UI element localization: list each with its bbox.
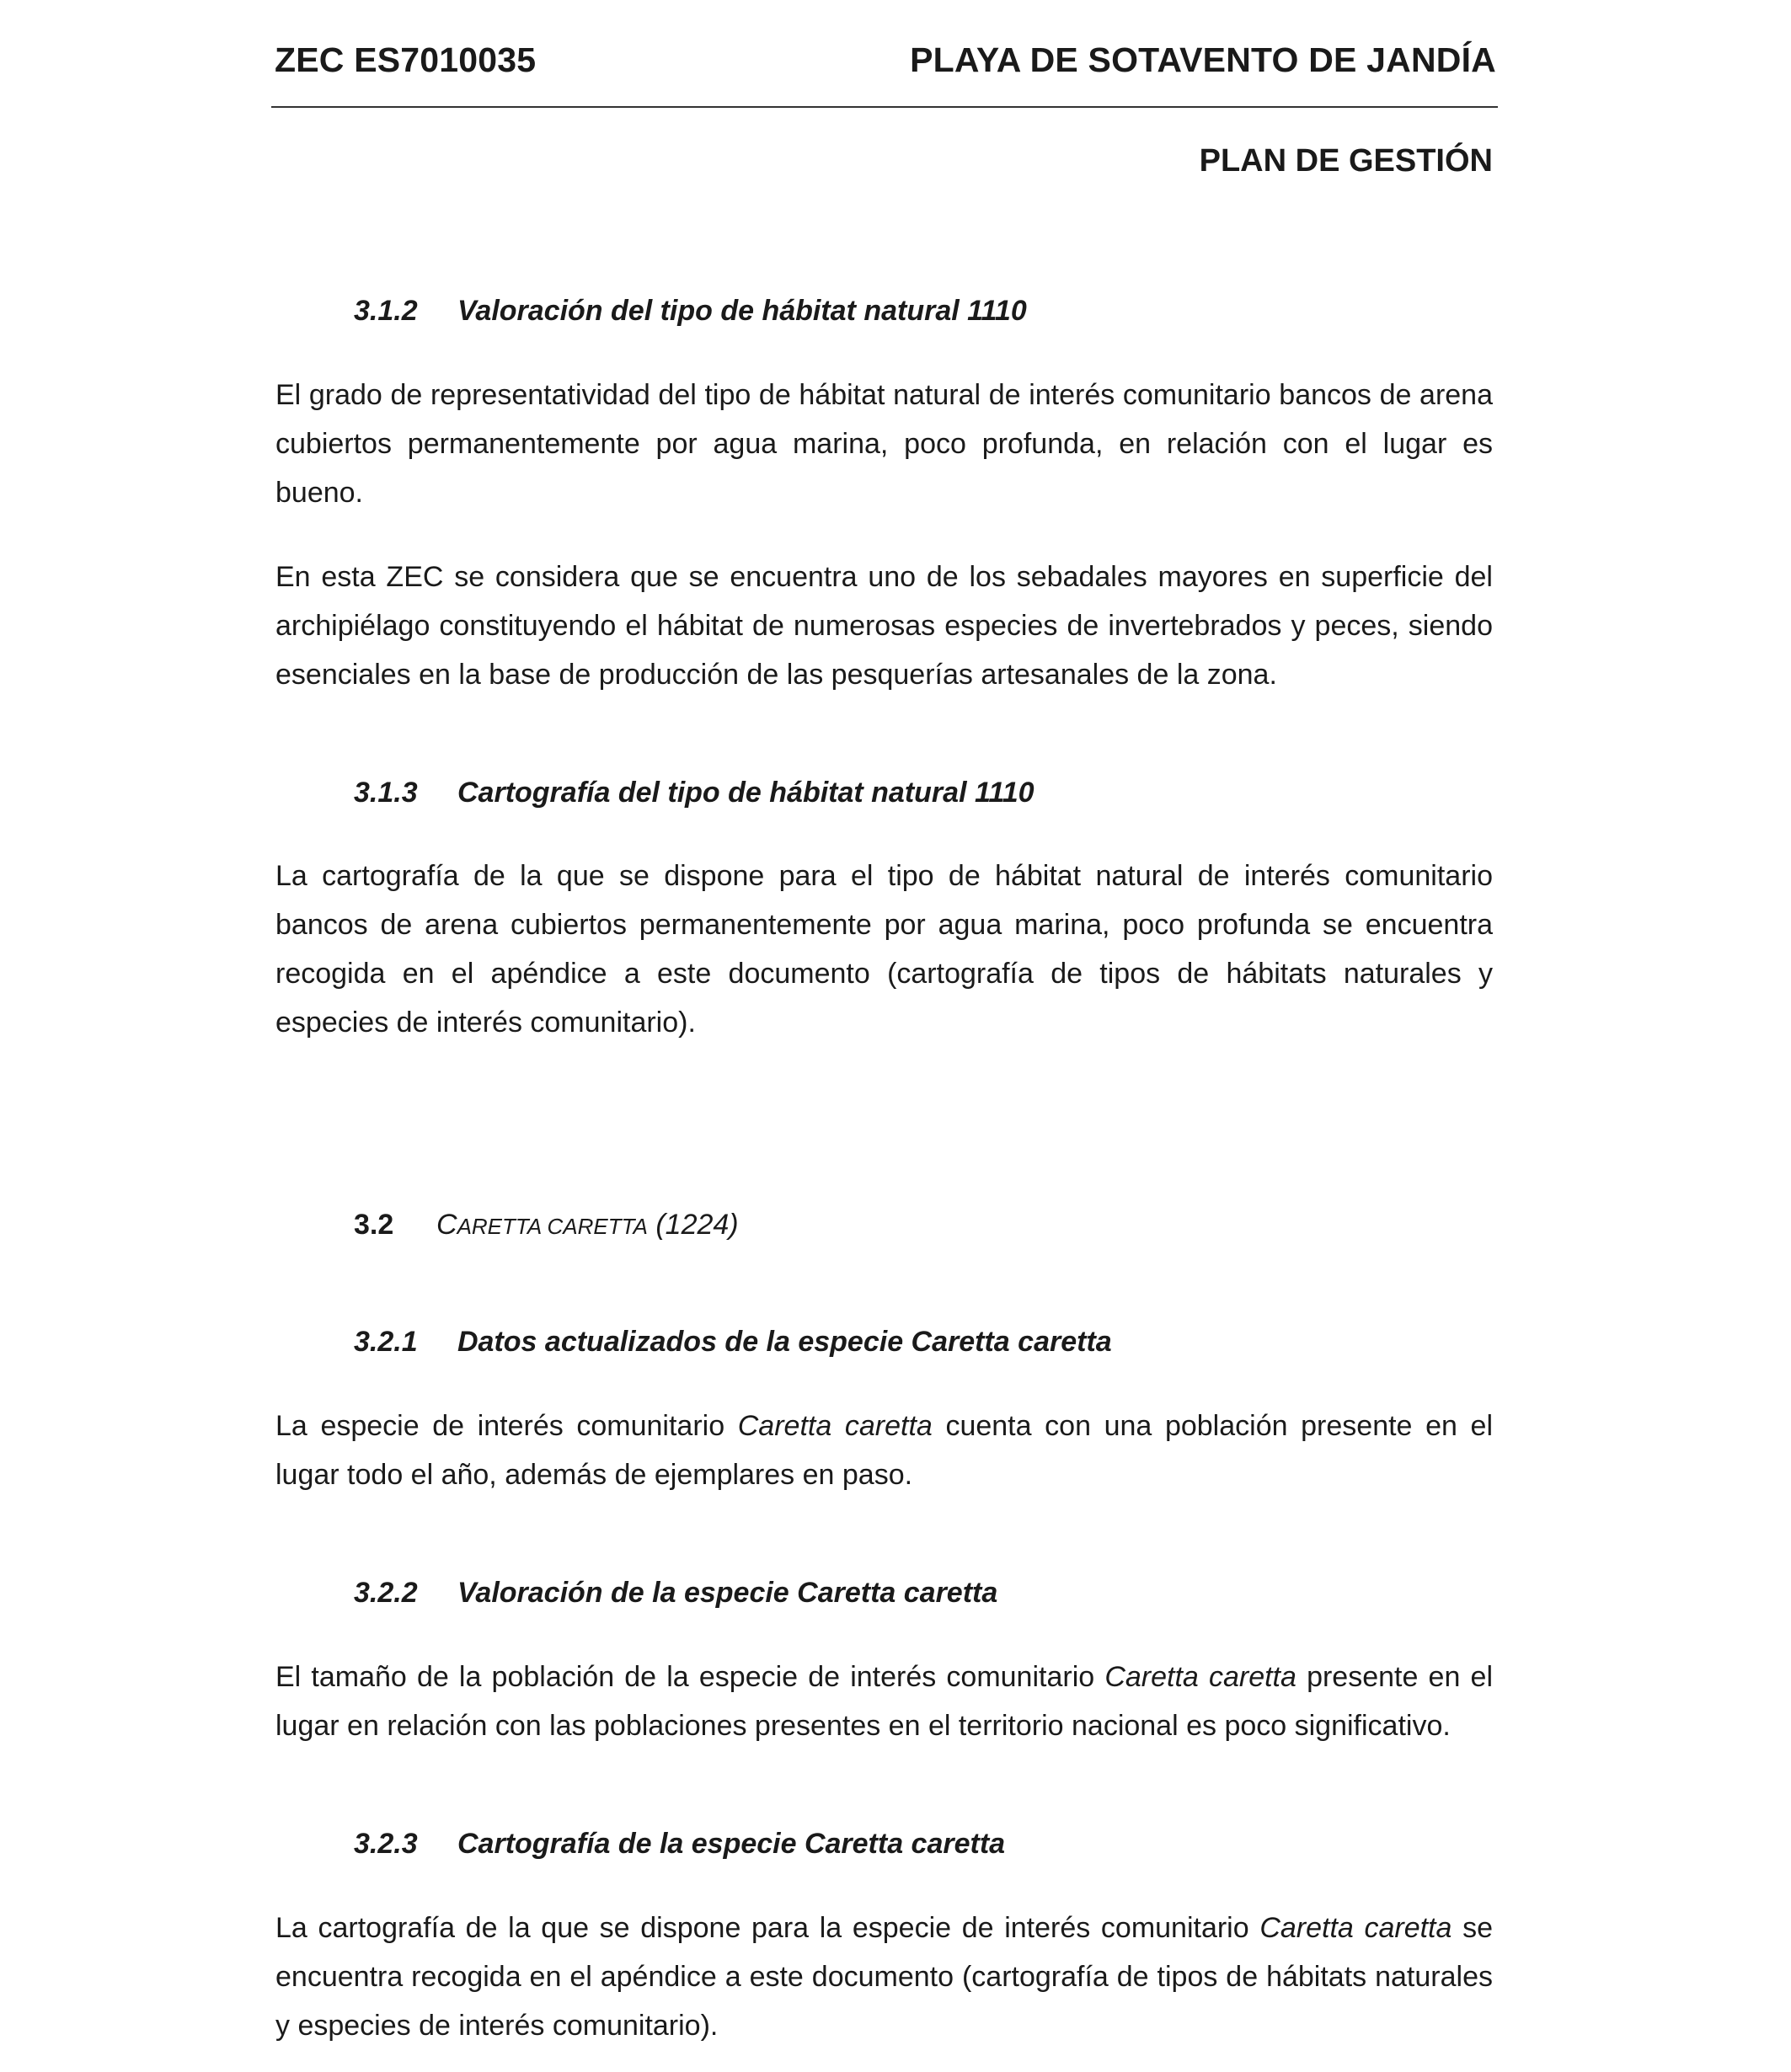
section-title: CARETTA CARETTA (1224) xyxy=(436,1209,739,1241)
section-heading-3-2 xyxy=(354,1209,739,1242)
section-number: 3.1.3 xyxy=(354,777,418,809)
section-number: 3.1.2 xyxy=(354,295,418,327)
paragraph: El grado de representatividad del tipo de hábitat natural de interés comunitario bancos de arena cubiertos permanentemente por agua marina, poco profunda, en relación con el lugar es bueno. xyxy=(275,379,1493,509)
section-title: Cartografía del tipo de hábitat natural 1110 xyxy=(457,777,1035,809)
section-heading-3-2-1 xyxy=(354,1326,1112,1359)
section-title: Cartografía de la especie Caretta caretta xyxy=(457,1828,1006,1860)
section-number: 3.2.1 xyxy=(354,1326,418,1358)
paragraph: El tamaño de la población de la especie de interés comunitario Caretta caretta presente en el lugar en relación con las poblaciones presentes en el territorio nacional es poco significativo. xyxy=(275,1661,1493,1742)
paragraph: La especie de interés comunitario Caretta caretta cuenta con una población presente en el lugar todo el año, además de ejemplares en paso. xyxy=(275,1410,1493,1491)
header-divider xyxy=(271,106,1498,108)
species-name: Caretta caretta xyxy=(1259,1912,1452,1944)
paragraph: La cartografía de la que se dispone para la especie de interés comunitario Caretta caretta se encuentra recogida en el apéndice a este documento (cartografía de tipos de hábitats naturales y especies de interés comunitario). xyxy=(275,1912,1493,2042)
section-number: 3.2.3 xyxy=(354,1828,418,1860)
section-heading-3-1-2 xyxy=(354,295,1027,328)
document-type: PLAN DE GESTIÓN xyxy=(1199,143,1493,179)
section-heading-3-2-3 xyxy=(354,1828,1005,1861)
species-name: Caretta caretta xyxy=(737,1410,933,1442)
section-title: Valoración del tipo de hábitat natural 1110 xyxy=(457,295,1027,327)
section-title: Valoración de la especie Caretta caretta xyxy=(457,1577,998,1609)
section-heading-3-1-3 xyxy=(354,777,1035,809)
section-number: 3.2.2 xyxy=(354,1577,418,1609)
section-heading-3-2-2 xyxy=(354,1577,997,1610)
species-name: Caretta caretta xyxy=(1104,1661,1296,1693)
paragraph: La cartografía de la que se dispone para el tipo de hábitat natural de interés comunitario bancos de arena cubiertos permanentemente por agua marina, poco profunda se encuentra recogida en el apéndice a este documento (cartografía de tipos de hábitats naturales y especies de interés comunitario). xyxy=(275,860,1493,1039)
site-name: PLAYA DE SOTAVENTO DE JANDÍA xyxy=(910,40,1496,79)
site-code: ZEC ES7010035 xyxy=(275,40,537,79)
paragraph: En esta ZEC se considera que se encuentra uno de los sebadales mayores en superficie del archipiélago constituyendo el hábitat de numerosas especies de invertebrados y peces, siendo esenciales en la base de producción de las pesquerías artesanales de la zona. xyxy=(275,561,1493,691)
section-title: Datos actualizados de la especie Caretta caretta xyxy=(457,1326,1112,1358)
page-header xyxy=(275,40,1496,91)
section-number: 3.2 xyxy=(354,1209,394,1241)
